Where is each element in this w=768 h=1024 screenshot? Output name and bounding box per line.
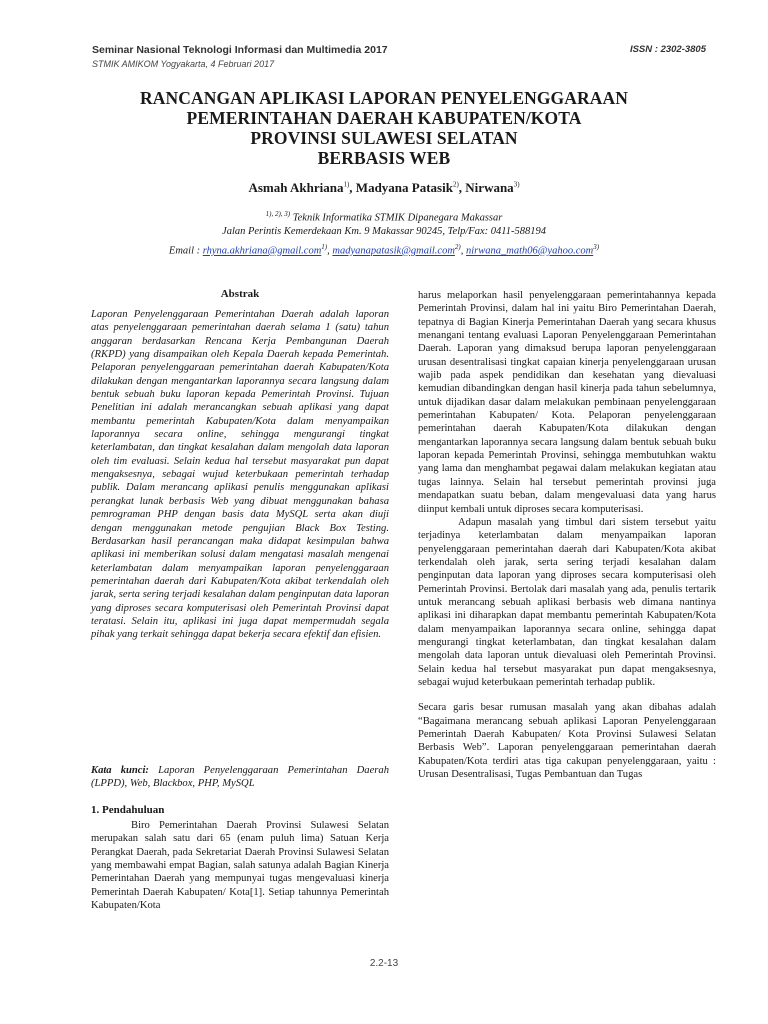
page-number: 2.2-13 <box>369 958 399 969</box>
email-mark: 3) <box>593 243 600 251</box>
separator: , <box>349 180 356 195</box>
abstract-heading: Abstrak <box>220 288 260 300</box>
paragraph: Adapun masalah yang timbul dari sistem tersebut yaitu terjadinya keterlambatan dalam menyampaikan laporan penyelenggaraan pemerintahan daerah dari Kabupaten/Kota akibat terkendalah oleh jarak, serta sering terjadi kesalahan dalam penginputan data laporan yang diproses secara komputerisasi oleh Pemerintah Provinsi. Bertolak dari masalah yang ada, penulis tertarik untuk merancang sebuah aplikasi berbasis web dimana nantinya aplikasi ini diharapkan dapat membantu pemerintah Kabupaten/Kota dalam menyampaikan laporannya secara online, sehingga dapat mengurangi tingkat keterlambatan, dan tingkat kesalahan dalam mengolah data laporan untuk dievaluasi oleh Pemerintah Provinsi. Selain kedua hal tersebut masyarakat pun dapat mengaksesnya, sebagai wujud keterbukaan pemerintah terhadap publik. <box>418 516 716 688</box>
abstract-text: Laporan Penyelenggaraan Pemerintahan Daerah adalah laporan atas penyelenggaraan pemerintahan daerah selama 1 (satu) tahun anggaran berdasarkan Rencana Kerja Pembangunan Daerah (RKPD) yang disampaikan oleh Kepala Daerah kepada Pemerintah. Pelaporan penyelenggaraan pemerintahan daerah Kabupaten/Kota dilakukan dengan mengantarkan laporannya secara langsung dalam bentuk sebuah buku laporan kepada Pemerintah Provinsi. Tujuan Penelitian ini adalah merancangkan sebuah aplikasi yang dapat membantu pemerintah Kabupaten/Kota dalam menyampaikan laporannya secara online, sehingga mengurangi tingkat keterlambatan, dan tingkat kesalahan dalam mengolah data laporan oleh tim evaluasi. Selain kedua hal tersebut masyarakat pun dapat mengaksesnya, sebagai wujud keterbukaan pemerintah terhadap publik. Dalam merancang aplikasi penulis menggunakan aplikasi perangkat lunak berbasis Web yang dibuat menggunakan bahasa pemrograman PHP dengan basis data MySQL serta akan diuji dengan menggunakan metode pengujian Black Box Testing. Berdasarkan hasil perancangan maka didapat kesimpulan bahwa aplikasi ini memberikan solusi dalam mengatasi masalah mengenai keterlambatan dalam menyampaikan laporan penyelenggaraan pemerintahan daerah dari Kabupaten/Kota akibat terkendalah oleh jarak, serta sering terjadi kesalahan dalam penginputan data laporan yang diproses secara komputerisasi oleh Pemerintah Provinsi dapat teratasi. Selain itu, aplikasi ini juga dapat mempermudah segala pihak yang terkait sehingga dapat bekerja secara efektif dan efisien. <box>91 309 389 641</box>
keywords <box>91 764 389 791</box>
right-column <box>418 289 716 781</box>
author-mark: 1) <box>343 180 350 189</box>
paragraph: Secara garis besar rumusan masalah yang akan dibahas adalah “Bagaimana merancang sebuah aplikasi Laporan Penyelenggaraan Pemerintah Daerah Kabupaten/ Kota Provinsi Sulawesi Selatan Berbasis Web”. Laporan penyelenggaraan pemerintahan daerah Kabupaten/Kota terdiri atas tiga cakupan penyelenggaraan, yaitu : Urusan Desentralisasi, Tugas Pembantuan dan Tugas <box>418 702 716 781</box>
title-line: PEMERINTAHAN DAERAH KABUPATEN/KOTA <box>186 108 582 128</box>
issn: ISSN : 2302-3805 <box>629 44 706 55</box>
title-line: RANCANGAN APLIKASI LAPORAN PENYELENGGARAAN <box>140 88 628 108</box>
email-link-3[interactable]: nirwana_math06@yahoo.com <box>466 245 594 257</box>
paragraph: Biro Pemerintahan Daerah Provinsi Sulawesi Selatan merupakan salah satu dari 65 (enam puluh lima) Satuan Kerja Perangkat Daerah, pada Sekretariat Daerah Provinsi Sulawesi Selatan yang membawahi empat Bagian, salah satunya adalah Bagian Kinerja Pemerintahan Daerah yang mempunyai tugas mengevaluasi kinerja Pemerintah Daerah Kabupaten/ Kota[1]. Setiap tahunnya Pemerintah Kabupaten/Kota <box>91 820 389 912</box>
institution: Teknik Informatika STMIK Dipanegara Makassar <box>290 212 503 224</box>
email-link-1[interactable]: rhyna.akhriana@gmail.com <box>202 245 322 257</box>
title-line: BERBASIS WEB <box>317 148 451 168</box>
email-label: Email : <box>168 245 203 257</box>
separator: , <box>458 180 466 195</box>
paper-title <box>92 88 676 168</box>
section-heading: 1. Pendahuluan <box>91 804 165 816</box>
keywords-label: Kata kunci: <box>91 765 149 776</box>
conference-name: Seminar Nasional Teknologi Informasi dan Multimedia 2017 <box>92 44 388 56</box>
keywords-list: Laporan Penyelenggaraan Pemerintahan Daerah (LPPD), Web, Blackbox, PHP, MySQL <box>91 765 389 790</box>
author-name: Asmah Akhriana <box>248 180 344 195</box>
title-line: PROVINSI SULAWESI SELATAN <box>250 128 518 148</box>
address: Jalan Perintis Kemerdekaan Km. 9 Makassar 90245, Telp/Fax: 0411-588194 <box>222 226 546 237</box>
intro-body <box>91 819 389 912</box>
author-mark: 3) <box>513 180 520 189</box>
separator: , <box>327 245 333 257</box>
author-mark: 2) <box>452 180 459 189</box>
separator: , <box>460 245 467 257</box>
email-mark: 1) <box>321 243 328 251</box>
email-link-2[interactable]: madyanapatasik@gmail.com <box>332 245 455 257</box>
affiliation <box>92 210 676 224</box>
author-list <box>92 180 676 196</box>
paragraph: harus melaporkan hasil penyelenggaraan pemerintahannya kepada Pemerintah Provinsi, dalam hal ini yaitu Biro Pemerintahan Daerah, tepatnya di Bagian Kinerja Pemerintahan Daerah yang secara khusus menangani tentang evaluasi Laporan Penyelenggaraan Pemerintahan Daerah. Laporan yang dimaksud berupa laporan penyelenggaraan urusan desentralisasi tingkat capaian kinerja penyelenggaraan urusan wajib pada aspek pendidikan dan kesehatan yang dievaluasi kemudian dibandingkan dengan hasil kinerja pada tahun sebelumnya, untuk dijadikan dasar dalam melakukan pembinaan penyelenggaraan pemerintahan Kabupaten/ Kota. Pelaporan penyelenggaraan pemerintahan daerah Kabupaten/Kota dilakukan dengan mengantarkan laporannya secara langsung dalam bentuk sebuah buku laporan kepada Pemerintah Provinsi, sehingga membutuhkan waktu yang lama dan menghambat pegawai dalam melakukan kegiatan atau tugas lainnya. Selain hal tersebut pemerintah provinsi juga mendapatkan suatu beban, dalam mengevaluasi data yang harus diinput kembali untuk diproses secara komputerisasi. <box>418 290 716 515</box>
affiliation-marks: 1), 2), 3) <box>265 210 291 218</box>
email-line <box>70 243 698 257</box>
venue-date: STMIK AMIKOM Yogyakarta, 4 Februari 2017 <box>92 59 275 69</box>
author-name: Madyana Patasik <box>355 180 453 195</box>
author-name: Nirwana <box>465 180 514 195</box>
email-mark: 2) <box>454 243 461 251</box>
